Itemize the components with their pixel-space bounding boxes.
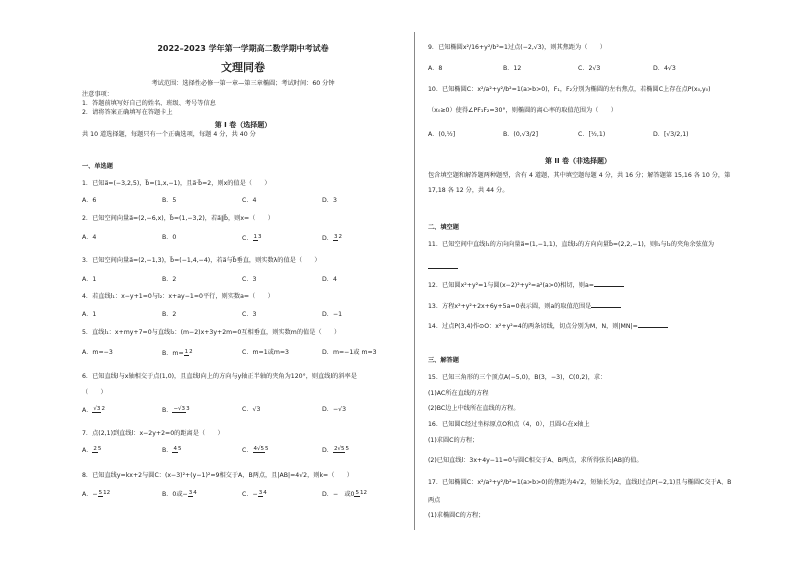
q2-option-b: B．0 (162, 234, 177, 241)
q8-option-b: B．0或−34 (162, 490, 197, 498)
q7-option-d: D．2√55 (322, 446, 349, 454)
q5-option-a: A．m=−3 (82, 349, 113, 356)
question-7: 7．点(2,1)到直线l：x−2y+2=0的距离是（ ） (82, 430, 224, 437)
question-8: 8．已知直线y=kx+2与圆C：(x−3)²+(y−1)²=9相交于A，B两点，且|AB|=4√2，则k=（ ） (82, 472, 353, 479)
q8-option-c: C．−34 (242, 490, 267, 498)
section-solutions: 三、解答题 (428, 357, 459, 364)
question-6: 6．已知直线l与x轴相交于点(1,0)，且直线l向上的方向与y轴正半轴的夹角为120°，则直线l的斜率是 (82, 373, 357, 380)
q6-options (82, 406, 402, 415)
q9-option-a: A．8 (428, 65, 443, 72)
q2-options (82, 234, 402, 243)
exam-title: 2022–2023 学年第一学期高二数学期中考试卷 (157, 44, 329, 53)
q10-options (428, 131, 728, 139)
q4-option-b: B．2 (162, 311, 177, 318)
part1-desc: 共 10 道选择题，每题只有一个正确选项，每题 4 分，共 40 分 (82, 131, 256, 138)
q1-option-b: B．5 (162, 197, 177, 204)
q6-option-c: C．√3 (242, 406, 261, 413)
q3-option-a: A．1 (82, 276, 97, 283)
part1-heading: 第 I 卷（选择题） (214, 121, 272, 129)
q16-part-2: (2)已知直线l：3x+4y−11=0与圆C相交于A、B两点，求所得弦长|AB|的值。 (428, 457, 643, 464)
question-13: 13．方程x²+y²+2x+6y+5a=0表示圆，则a的取值范围是 (428, 301, 621, 311)
q5-option-d: D．m=−1或 m=3 (322, 349, 377, 356)
note-1: 1．答题前填写好自己的姓名、班级、考号等信息 (82, 100, 216, 107)
q5-option-b: B．m=12 (162, 349, 193, 357)
q9-option-c: C．2√3 (578, 65, 601, 72)
q9-option-b: B．12 (503, 65, 522, 72)
question-15: 15．已知三角形的三个顶点A(−5,0)，B(3，−3)，C(0,2)，求： (428, 374, 607, 381)
note-2: 2．请将答案正确填写在答题卡上 (82, 109, 173, 116)
section-fill-in: 二、填空题 (428, 224, 459, 231)
part2-desc-2: 17,18 各 12 分，共 44 分。 (428, 187, 509, 194)
exam-scope: 考试范围：选择性必修一第一章—第三章椭圆；考试时间：60 分钟 (151, 80, 335, 87)
q11-answer-blank (428, 262, 458, 272)
q2-option-c: C．13 (242, 234, 262, 242)
question-1: 1．已知a⃗=(−3,2,5)，b⃗=(1,x,−1)，且a⃗·b⃗=2，则x的值是（ ） (82, 180, 271, 187)
q4-option-c: C．3 (242, 311, 257, 318)
paper-type: 文理同卷 (221, 61, 265, 74)
question-12: 12．已知圆x²+y²=1与圆(x−2)²+y²=a²(a>0)相切，则a= (428, 280, 624, 290)
column-divider (414, 32, 415, 530)
q7-option-c: C．4√55 (242, 446, 269, 454)
q1-option-c: C．4 (242, 197, 257, 204)
question-17-line-2: 两点 (428, 497, 441, 504)
q2-option-a: A．4 (82, 234, 97, 241)
q16-part-1: (1)求圆C的方程； (428, 437, 479, 444)
q15-part-2: (2)BC边上中线所在直线的方程。 (428, 405, 520, 412)
q3-option-d: D．4 (322, 276, 337, 283)
q10-option-d: D．[√3/2,1) (653, 131, 689, 138)
q3-option-c: C．3 (242, 276, 257, 283)
q8-options (82, 490, 402, 499)
q9-options (428, 65, 728, 73)
q2-option-d: D．32 (322, 234, 342, 242)
q4-option-d: D．−1 (322, 311, 343, 318)
question-11: 11．已知空间中直线l₁的方向向量a⃗=(1,−1,1)，直线l₂的方向向量b⃗=(2,2,−1)，则l₁与l₂的夹角余弦值为 (428, 241, 715, 248)
q9-option-d: D．4√3 (653, 65, 676, 72)
question-5: 5．直线l₁：x+my+7=0与直线l₂：(m−2)x+3y+2m=0互相垂直，则实数m的值是（ ） (82, 329, 341, 336)
q8-option-d: D．− 或0512 (322, 490, 367, 498)
part2-desc-1: 包含填空题和解答题两种题型，含有 4 道题，其中填空题每题 4 分，共 16 分；解答题第 15,16 各 10 分，第 (428, 172, 731, 179)
q10-option-b: B．(0,√3/2] (503, 131, 539, 138)
q7-option-b: B．45 (162, 446, 182, 454)
question-16: 16．已知圆C经过坐标原点O和点（4，0），且圆心在x轴上 (428, 421, 590, 428)
question-17-line-1: 17．已知椭圆C：x²/a²+y²/b²=1(a>b>0)的焦距为4√2，短轴长为2，直线l过点P(−2,1)且与椭圆C交于A、B (428, 479, 732, 486)
q4-option-a: A．1 (82, 311, 97, 318)
question-3: 3．已知空间向量a⃗=(2,−1,3)，b⃗=(−1,4,−4)，若a⃗与b⃗垂直，则实数λ的值是（ ） (82, 257, 321, 264)
notes-title: 注意事项： (82, 91, 113, 98)
q5-options (82, 349, 402, 358)
q5-option-c: C．m=1或m=3 (242, 349, 289, 356)
q7-option-a: A．25 (82, 446, 102, 454)
question-10-line-2: （x₀≥0）使得∠PF₁F₂=30°，则椭圆的离心率的取值范围为（ ） (428, 107, 617, 114)
q6-option-a: A．√32 (82, 406, 105, 414)
q6-option-b: B．−√33 (162, 406, 190, 414)
q1-option-d: D．3 (322, 197, 337, 204)
q1-options (82, 197, 402, 205)
q1-option-a: A．6 (82, 197, 97, 204)
q15-part-1: (1)AC所在直线的方程 (428, 390, 489, 397)
q8-option-a: A．−512 (82, 490, 111, 498)
q17-part-1: (1)求椭圆C的方程； (428, 512, 485, 519)
q6-paren: （ ） (82, 389, 107, 396)
q3-options (82, 276, 402, 284)
question-9: 9．已知椭圆x²/16+y²/b²=1过点(−2,√3)，则其焦距为（ ） (428, 44, 606, 51)
q3-option-b: B．2 (162, 276, 177, 283)
question-4: 4．若直线l₁：x−y+1=0与l₂：x+ay−1=0平行，则实数a=（ ） (82, 293, 274, 300)
q10-option-c: C．[½,1) (578, 131, 606, 138)
section-single-choice: 一、单选题 (82, 163, 113, 170)
q6-option-d: D．−√3 (322, 406, 347, 413)
question-14: 14．过点P(3,4)作⊙O：x²+y²=4的两条切线，切点分别为M，N，则|MN|= (428, 321, 668, 331)
part2-heading: 第 II 卷（非选择题） (544, 157, 612, 165)
q7-options (82, 446, 402, 455)
question-2: 2．已知空间向量a⃗=(2,−6,x)，b⃗=(1,−3,2)，若a⃗∥b⃗，则x=（ ） (82, 215, 274, 222)
q4-options (82, 311, 402, 319)
q10-option-a: A．(0,½] (428, 131, 456, 138)
question-10-line-1: 10．已知椭圆C：x²/a²+y²/b²=1(a>b>0)，F₁，F₂分别为椭圆的左右焦点，若椭圆C上存在点P(x₀,y₀) (428, 86, 711, 93)
